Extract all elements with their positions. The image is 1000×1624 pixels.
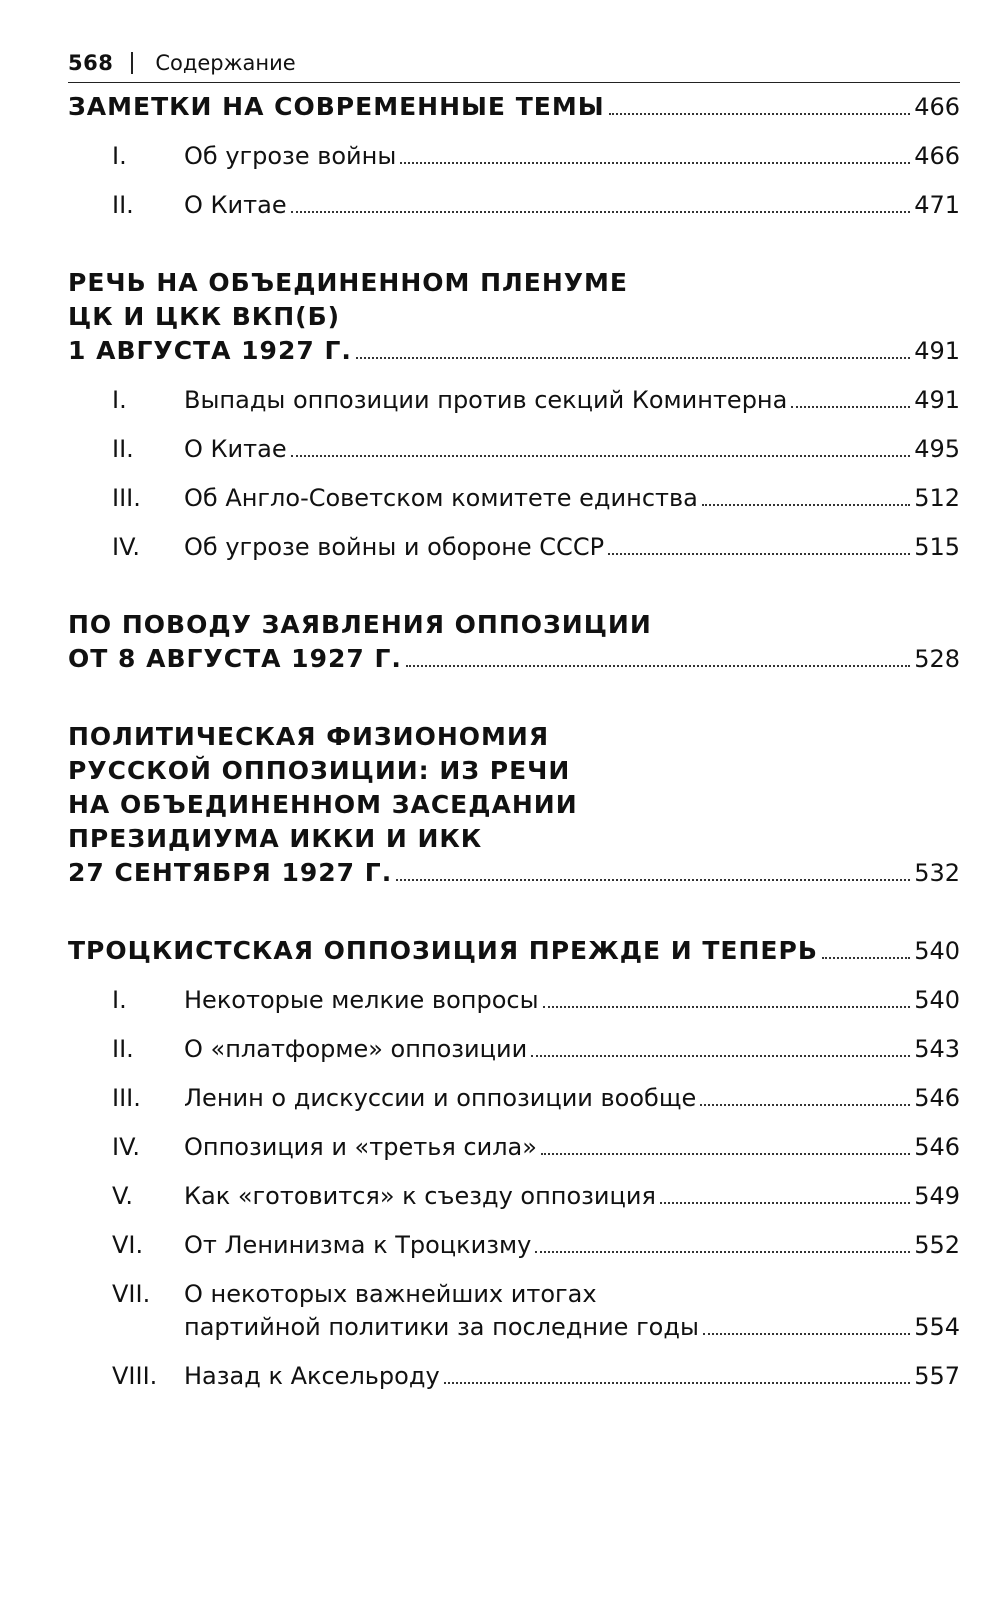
entry-title-text: От Ленинизма к Троцкизму [184, 1231, 532, 1259]
toc-entry[interactable] [68, 189, 960, 222]
toc-entry[interactable] [68, 1278, 960, 1344]
section-title-text: ПО ПОВОДУ ЗАЯВЛЕНИЯ ОППОЗИЦИИ [68, 610, 652, 639]
entry-line [184, 433, 960, 466]
section-page-number: 491 [914, 337, 960, 365]
entry-body [184, 1033, 960, 1066]
entry-body [184, 1180, 960, 1213]
entry-numeral: VI. [112, 1231, 144, 1259]
entry-title-text: О «платформе» оппозиции [184, 1035, 528, 1063]
entry-numeral: II. [112, 435, 134, 463]
section-title-text: 27 СЕНТЯБРЯ 1927 Г. [68, 858, 393, 887]
entry-line [184, 1082, 960, 1115]
entry-numeral: II. [112, 191, 134, 219]
toc-entry[interactable] [68, 1229, 960, 1262]
entry-page-number: 515 [914, 533, 960, 561]
entry-body [184, 482, 960, 515]
dot-leader [822, 957, 910, 959]
entry-page-number: 549 [914, 1182, 960, 1210]
entry-numeral: IV. [112, 1133, 141, 1161]
entry-title-text: О некоторых важнейших итогах [184, 1280, 597, 1308]
dot-leader [291, 455, 911, 457]
toc-entry[interactable] [68, 433, 960, 466]
section-title-text: ОТ 8 АВГУСТА 1927 Г. [68, 644, 402, 673]
dot-leader [531, 1055, 910, 1057]
dot-leader [702, 504, 910, 506]
entry-title-text: Выпады оппозиции против секций Коминтерна [184, 386, 788, 414]
section-title-line [68, 934, 960, 968]
entry-page-number: 512 [914, 484, 960, 512]
entry-page-number: 546 [914, 1084, 960, 1112]
dot-leader [444, 1382, 911, 1384]
entry-title-text: Некоторые мелкие вопросы [184, 986, 539, 1014]
toc-entry[interactable] [68, 1360, 960, 1393]
toc-entry[interactable] [68, 482, 960, 515]
entry-body [184, 984, 960, 1017]
section-title-text: ПОЛИТИЧЕСКАЯ ФИЗИОНОМИЯ [68, 722, 550, 751]
entry-page-number: 466 [914, 142, 960, 170]
dot-leader [700, 1104, 910, 1106]
dot-leader [541, 1153, 910, 1155]
entry-line [184, 1131, 960, 1164]
dot-leader [291, 211, 911, 213]
entry-numeral: II. [112, 1035, 134, 1063]
entry-title-text: О Китае [184, 435, 287, 463]
entry-line [184, 482, 960, 515]
entry-page-number: 540 [914, 986, 960, 1014]
entry-title-text: Ленин о дискуссии и оппозиции вообще [184, 1084, 697, 1112]
section-title-line [68, 334, 960, 368]
section-title-text: РУССКОЙ ОППОЗИЦИИ: ИЗ РЕЧИ [68, 756, 571, 785]
dot-leader [608, 553, 910, 555]
section-page-number: 532 [914, 859, 960, 887]
section-title-line [68, 300, 960, 334]
section-page-number: 540 [914, 937, 960, 965]
entry-page-number: 546 [914, 1133, 960, 1161]
entry-body [184, 1082, 960, 1115]
dot-leader [791, 406, 910, 408]
toc-entry[interactable] [68, 384, 960, 417]
entry-page-number: 495 [914, 435, 960, 463]
toc-entry[interactable] [68, 1180, 960, 1213]
dot-leader [396, 879, 910, 881]
entry-body [184, 1278, 960, 1344]
entry-page-number: 554 [914, 1313, 960, 1341]
header-separator [131, 52, 133, 74]
entry-page-number: 557 [914, 1362, 960, 1390]
entry-body [184, 531, 960, 564]
entry-title-text: Как «готовится» к съезду оппозиция [184, 1182, 656, 1210]
section-gap [68, 564, 960, 608]
toc-entry[interactable] [68, 1033, 960, 1066]
entry-body [184, 140, 960, 173]
entry-numeral: III. [112, 1084, 141, 1112]
section-title-text: ТРОЦКИСТСКАЯ ОППОЗИЦИЯ ПРЕЖДЕ И ТЕПЕРЬ [68, 936, 818, 965]
entry-page-number: 471 [914, 191, 960, 219]
entry-numeral: IV. [112, 533, 141, 561]
toc-entry[interactable] [68, 140, 960, 173]
dot-leader [543, 1006, 911, 1008]
section-title-line [68, 266, 960, 300]
toc-section[interactable] [68, 608, 960, 676]
entry-page-number: 491 [914, 386, 960, 414]
running-head-title: Содержание [155, 51, 296, 75]
toc-section[interactable] [68, 266, 960, 564]
section-page-number: 466 [914, 93, 960, 121]
page-number: 568 [68, 51, 114, 75]
toc-entry[interactable] [68, 984, 960, 1017]
toc-section[interactable] [68, 934, 960, 1393]
toc-entry[interactable] [68, 1082, 960, 1115]
entry-numeral: III. [112, 484, 141, 512]
dot-leader [703, 1333, 910, 1335]
dot-leader [535, 1251, 910, 1253]
section-page-number: 528 [914, 645, 960, 673]
toc-section[interactable] [68, 720, 960, 890]
dot-leader [400, 162, 910, 164]
entry-body [184, 1131, 960, 1164]
table-of-contents [68, 90, 960, 1393]
section-title-text: 1 АВГУСТА 1927 Г. [68, 336, 352, 365]
entry-numeral: VIII. [112, 1362, 158, 1390]
entry-line [184, 1180, 960, 1213]
section-title-text: НА ОБЪЕДИНЕННОМ ЗАСЕДАНИИ [68, 790, 578, 819]
entry-line [184, 1229, 960, 1262]
section-title-line [68, 720, 960, 754]
section-title-line [68, 822, 960, 856]
entry-line [184, 1033, 960, 1066]
entry-line [184, 1311, 960, 1344]
entry-body [184, 1360, 960, 1393]
section-gap [68, 676, 960, 720]
entry-title-text: Об угрозе войны [184, 142, 397, 170]
entry-line [184, 189, 960, 222]
section-title-line [68, 608, 960, 642]
entry-title-text: партийной политики за последние годы [184, 1313, 699, 1341]
section-gap [68, 222, 960, 266]
toc-entry[interactable] [68, 1131, 960, 1164]
entry-numeral: V. [112, 1182, 133, 1210]
entry-line [184, 384, 960, 417]
entry-body [184, 384, 960, 417]
entry-body [184, 189, 960, 222]
entry-numeral: VII. [112, 1280, 151, 1308]
dot-leader [356, 357, 910, 359]
running-head [68, 44, 960, 83]
entry-title-text: Назад к Аксельроду [184, 1362, 440, 1390]
dot-leader [406, 665, 910, 667]
entry-numeral: I. [112, 386, 127, 414]
section-title-line [68, 856, 960, 890]
section-title-line [68, 754, 960, 788]
entry-line [184, 1278, 960, 1311]
section-title-text: ЗАМЕТКИ НА СОВРЕМЕННЫЕ ТЕМЫ [68, 92, 605, 121]
entry-line [184, 531, 960, 564]
dot-leader [609, 113, 911, 115]
entry-line [184, 984, 960, 1017]
dot-leader [660, 1202, 910, 1204]
section-title-text: ПРЕЗИДИУМА ИККИ И ИКК [68, 824, 483, 853]
section-title-line [68, 90, 960, 124]
section-title-line [68, 642, 960, 676]
section-gap [68, 890, 960, 934]
entry-title-text: Об Англо-Советском комитете единства [184, 484, 698, 512]
toc-section[interactable] [68, 90, 960, 222]
section-title-text: РЕЧЬ НА ОБЪЕДИНЕННОМ ПЛЕНУМЕ [68, 268, 628, 297]
entry-body [184, 433, 960, 466]
entry-line [184, 140, 960, 173]
toc-entry[interactable] [68, 531, 960, 564]
entry-title-text: Оппозиция и «третья сила» [184, 1133, 537, 1161]
entry-line [184, 1360, 960, 1393]
entry-body [184, 1229, 960, 1262]
entry-title-text: Об угрозе войны и обороне СССР [184, 533, 605, 561]
entry-title-text: О Китае [184, 191, 287, 219]
entry-page-number: 543 [914, 1035, 960, 1063]
entry-page-number: 552 [914, 1231, 960, 1259]
section-title-line [68, 788, 960, 822]
entry-numeral: I. [112, 986, 127, 1014]
entry-numeral: I. [112, 142, 127, 170]
section-title-text: ЦК И ЦКК ВКП(Б) [68, 302, 341, 331]
